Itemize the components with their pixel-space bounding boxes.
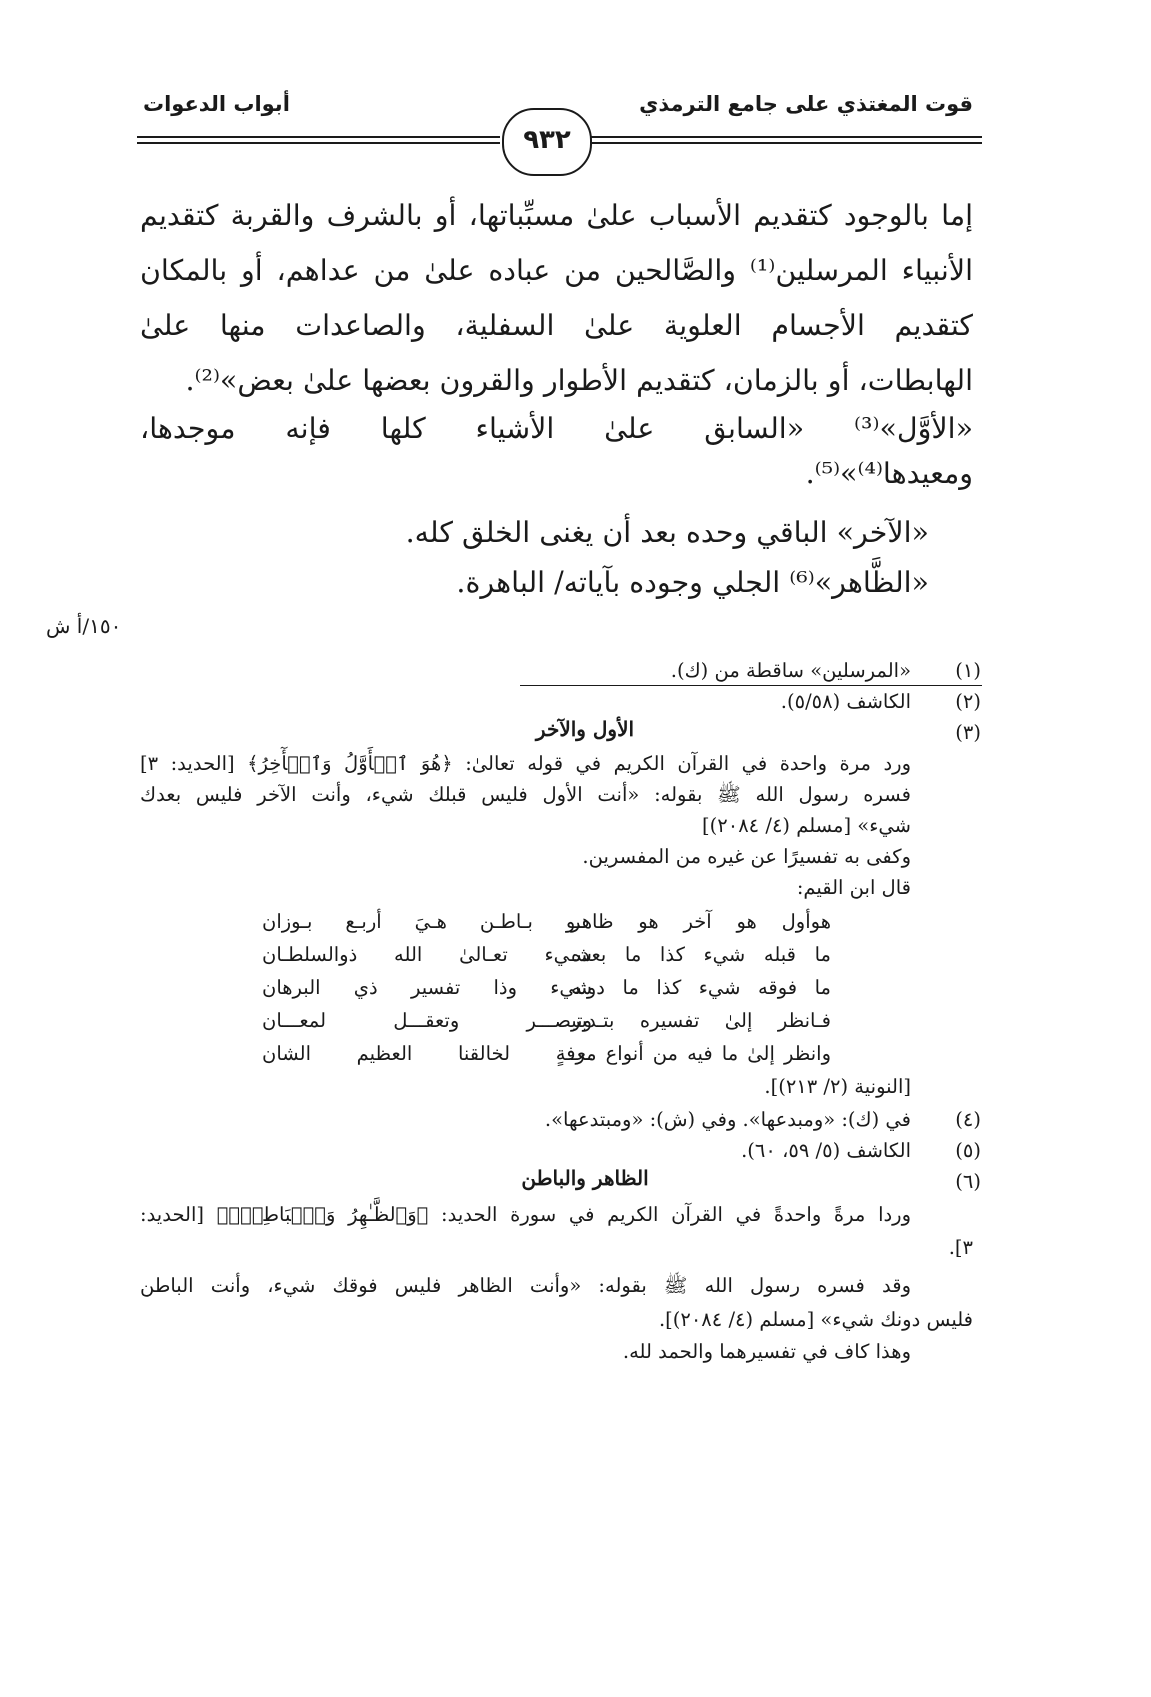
- verse-first-half: وانظر إلىٰ ما فيه من أنواع معـ: [571, 1042, 831, 1065]
- footnote-number: (٦): [955, 1170, 981, 1193]
- footnote-line: قال ابن القيم:: [796, 876, 911, 899]
- header-rule-left-top: [137, 136, 500, 138]
- footnote-number: (٥): [955, 1139, 981, 1162]
- footnote-line: فسره رسول الله ﷺ بقوله: «أنت الأول فليس قبلك شيء، وأنت الآخر فليس بعدك: [140, 783, 911, 806]
- body-line: «الظَّاهر»⁽⁶⁾ الجلي وجوده بآياته/ الباهرة.: [456, 566, 929, 599]
- body-line: «الأوَّل»⁽³⁾ «السابق علىٰ الأشياء كلها فإنه موجدها،: [140, 412, 973, 445]
- body-line: ومعيدها⁽⁴⁾»⁽⁵⁾.: [805, 457, 973, 490]
- verse-first-half: هوأول هو آخر هو ظاهر: [571, 910, 831, 933]
- footnote-line: ٣].: [948, 1236, 973, 1259]
- footnote-heading: الأول والآخر: [535, 717, 635, 741]
- footnote-text: الكاشف (٥/ ٥٩، ٦٠).: [741, 1139, 911, 1162]
- footnote-line: وهذا كاف في تفسيرهما والحمد لله.: [622, 1340, 911, 1363]
- verse-first-half: ما قبله شيء كذا ما بعده: [571, 943, 831, 966]
- footnote-line: شيء» [مسلم (٤/ ٢٠٨٤)]: [702, 814, 911, 837]
- footnote-line: ورد مرة واحدة في القرآن الكريم في قوله تعالىٰ: ﴿هُوَ ٱلۡأَوَّلُ وَٱلۡأٓخِرُ﴾ [الحديد: ٣]: [140, 752, 911, 775]
- body-line: إما بالوجود كتقديم الأسباب علىٰ مسبِّباتها، أو بالشرف والقربة كتقديم: [140, 199, 973, 232]
- margin-note: ١٥٠/أ ش: [46, 614, 122, 638]
- verse-second-half: وتبصـــر وتعقـــل لمعـــان: [262, 1009, 592, 1032]
- footnote-text: في (ك): «ومبدعها». وفي (ش): «ومبتدعها».: [544, 1108, 911, 1131]
- footnote-line: وكفى به تفسيرًا عن غيره من المفسرين.: [582, 845, 911, 868]
- verse-second-half: ـرفةٍ لخالقنا العظيم الشان: [262, 1042, 592, 1065]
- body-line: الأنبياء المرسلين⁽¹⁾ والصَّالحين من عباده علىٰ من عداهم، أو بالمكان: [140, 254, 974, 287]
- header-rule-right-top: [590, 136, 982, 138]
- verse-second-half: شيء وذا تفسير ذي البرهان: [262, 976, 592, 999]
- poem-source: [النونية (٢/ ٢١٣)].: [764, 1075, 911, 1098]
- header-rule-right-bottom: [590, 142, 982, 144]
- body-line: الهابطات، أو بالزمان، كتقديم الأطوار والقرون بعضها علىٰ بعض»⁽²⁾.: [185, 364, 973, 397]
- footnote-text: الكاشف (٥/٥٨).: [780, 690, 911, 713]
- footnote-number: (٢): [955, 690, 981, 713]
- verse-second-half: هـو بـاطـن هـيَ أربـع بـوزان: [262, 910, 592, 933]
- header-rule-left-bottom: [137, 142, 500, 144]
- footnote-line: وقد فسره رسول الله ﷺ بقوله: «وأنت الظاهر فليس فوقك شيء، وأنت الباطن: [140, 1274, 911, 1297]
- page-number: ٩٣٢: [502, 108, 592, 176]
- book-title: قوت المغتذي على جامع الترمذي: [639, 92, 973, 116]
- chapter-title: أبواب الدعوات: [143, 92, 290, 116]
- footnote-number: (١): [955, 659, 981, 682]
- footnote-number: (٤): [955, 1108, 981, 1131]
- footnote-number: (٣): [955, 721, 981, 744]
- body-line: كتقديم الأجسام العلوية علىٰ السفلية، والصاعدات منها علىٰ: [140, 309, 973, 342]
- footnote-line: وردا مرةً واحدةً في القرآن الكريم في سورة الحديد: ﴿وَٱلظَّـٰهِرُ وَٱلۡبَاطِنُۖ﴾ [الحديد:: [140, 1203, 911, 1226]
- verse-first-half: فـانظر إلىٰ تفسيره بتـدبر: [571, 1009, 831, 1032]
- verse-first-half: ما فوقه شيء كذا ما دونه: [571, 976, 831, 999]
- body-line: «الآخر» الباقي وحده بعد أن يغنى الخلق كله.: [405, 516, 929, 549]
- footnote-text: «المرسلين» ساقطة من (ك).: [670, 659, 911, 682]
- footnote-line: فليس دونك شيء» [مسلم (٤/ ٢٠٨٤)].: [658, 1308, 973, 1331]
- footnote-heading: الظاهر والباطن: [521, 1166, 649, 1190]
- verse-second-half: شـيء تعـالىٰ الله ذوالسلطـان: [262, 943, 592, 966]
